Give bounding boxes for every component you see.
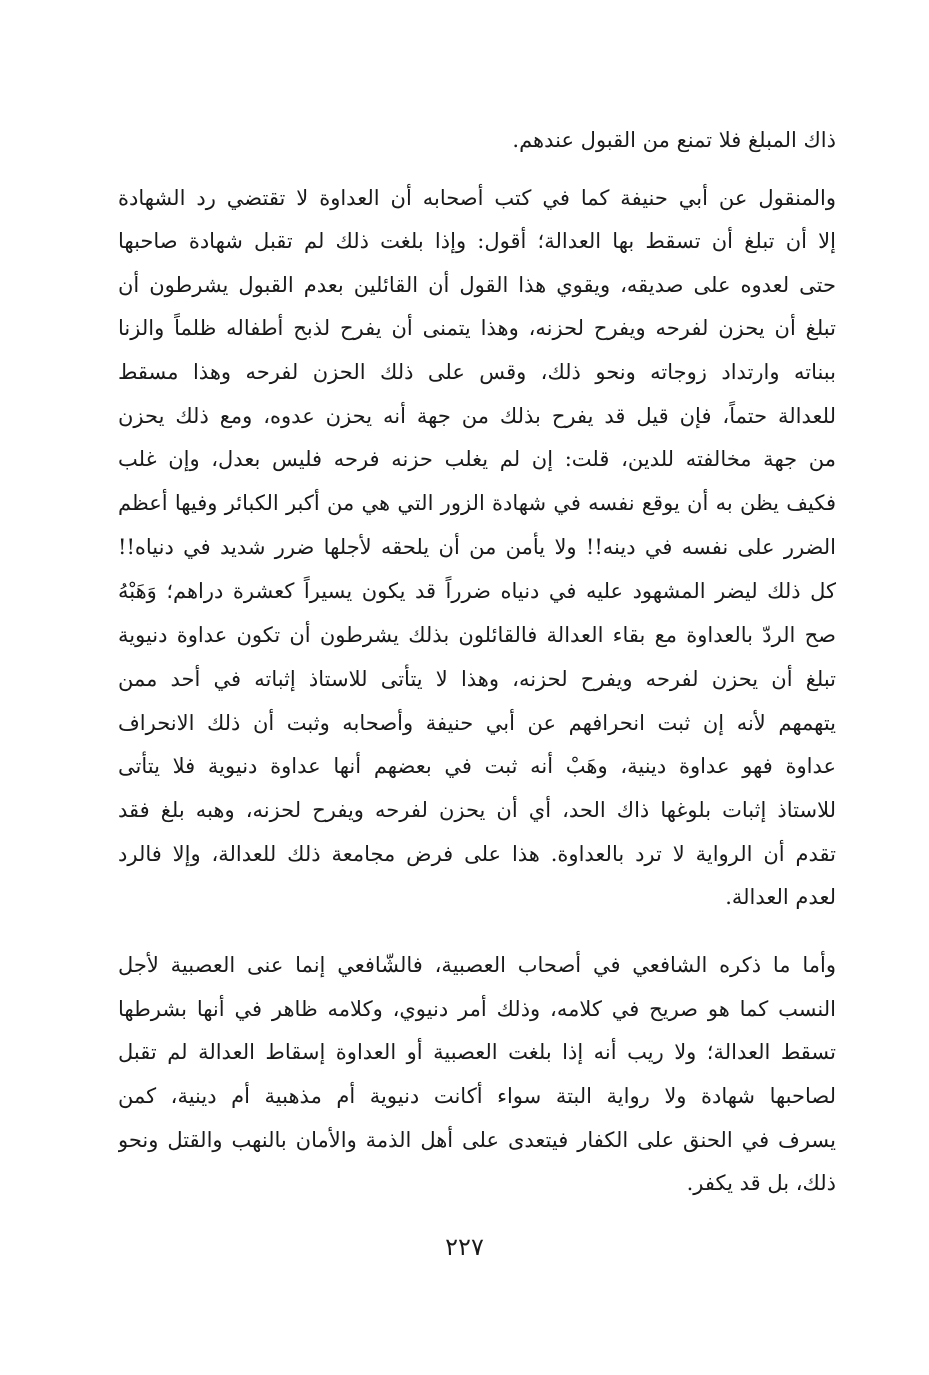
text-line: النسب كما هو صريح في كلامه، وذلك أمر دنيوي، وكلامه ظاهر في أنها بشرطها — [118, 997, 836, 1021]
text-line: تسقط العدالة؛ ولا ريب أنه إذا بلغت العصبية أو العداوة إسقاط العدالة لم تقبل — [118, 1040, 836, 1064]
text-line: والمنقول عن أبي حنيفة كما في كتب أصحابه أن العداوة لا تقتضي رد الشهادة — [118, 186, 836, 210]
text-line: لعدم العدالة. — [725, 885, 836, 909]
text-line: يسرف في الحنق على الكفار فيتعدى على أهل الذمة والأمان بالنهب والقتل ونحو — [118, 1128, 836, 1152]
text-line: لصاحبها شهادة ولا رواية البتة سواء أكانت دنيوية أم مذهبية أم دينية، كمن — [118, 1084, 836, 1108]
text-line: للاستاذ إثبات بلوغها ذاك الحد، أي أن يحزن لفرحه ويفرح لحزنه، وهبه بلغ فقد — [118, 798, 836, 822]
text-line: عداوة فهو عداوة دينية، وهَبْ أنه ثبت في بعضهم أنها عداوة دنيوية فلا يتأتى — [118, 754, 836, 778]
text-line: ذلك، بل قد يكفر. — [686, 1171, 836, 1195]
text-line: تبلغ أن يحزن لفرحه ويفرح لحزنه، وهذا يتمنى أن يفرح لذبح أطفاله ظلماً والزنا — [118, 316, 836, 340]
text-line: الضرر على نفسه في دينه!! ولا يأمن من أن يلحقه لأجلها ضرر شديد في دنياه!! — [118, 535, 836, 559]
text-line: وأما ما ذكره الشافعي في أصحاب العصبية، فالشّافعي إنما عنى العصبية لأجل — [118, 953, 836, 977]
text-line: من جهة مخالفته للدين، قلت: إن لم يغلب حزنه فرحه فليس بعدل، وإن غلب — [118, 447, 836, 471]
text-line: يتهمهم لأنه إن ثبت انحرافهم عن أبي حنيفة وأصحابه وثبت أن ذلك الانحراف — [118, 711, 836, 735]
text-line: للعدالة حتماً، فإن قيل قد يفرح بذلك من جهة أنه يحزن عدوه، ومع ذلك يحزن — [118, 404, 836, 428]
text-line: كل ذلك ليضر المشهود عليه في دنياه ضرراً قد يكون يسيراً كعشرة دراهم؛ وَهَبْهُ — [118, 579, 836, 603]
text-line: إلا أن تبلغ أن تسقط بها العدالة؛ أقول: وإذا بلغت ذلك لم تقبل شهادة صاحبها — [118, 229, 836, 253]
text-line: ذاك المبلغ فلا تمنع من القبول عندهم. — [512, 128, 836, 152]
text-line: ببناته وارتداد زوجاته ونحو ذلك، وقس على ذلك الحزن لفرحه وهذا مسقط — [118, 360, 836, 384]
text-line: صح الردّ بالعداوة مع بقاء العدالة فالقائلون بذلك يشرطون أن تكون عداوة دنيوية — [118, 623, 836, 647]
page-number: ٢٢٧ — [445, 1233, 484, 1261]
text-line: تقدم أن الرواية لا ترد بالعداوة. هذا على فرض مجامعة ذلك للعدالة، وإلا فالرد — [118, 842, 836, 866]
text-line: تبلغ أن يحزن لفرحه ويفرح لحزنه، وهذا لا يتأتى للاستاذ إثباته في أحد ممن — [118, 667, 836, 691]
text-line: حتى لعدوه على صديقه، ويقوي هذا القول أن القائلين بعدم القبول يشرطون أن — [118, 273, 836, 297]
text-line: فكيف يظن به أن يوقع نفسه في شهادة الزور التي هي من أكبر الكبائر وفيها أعظم — [118, 491, 836, 515]
